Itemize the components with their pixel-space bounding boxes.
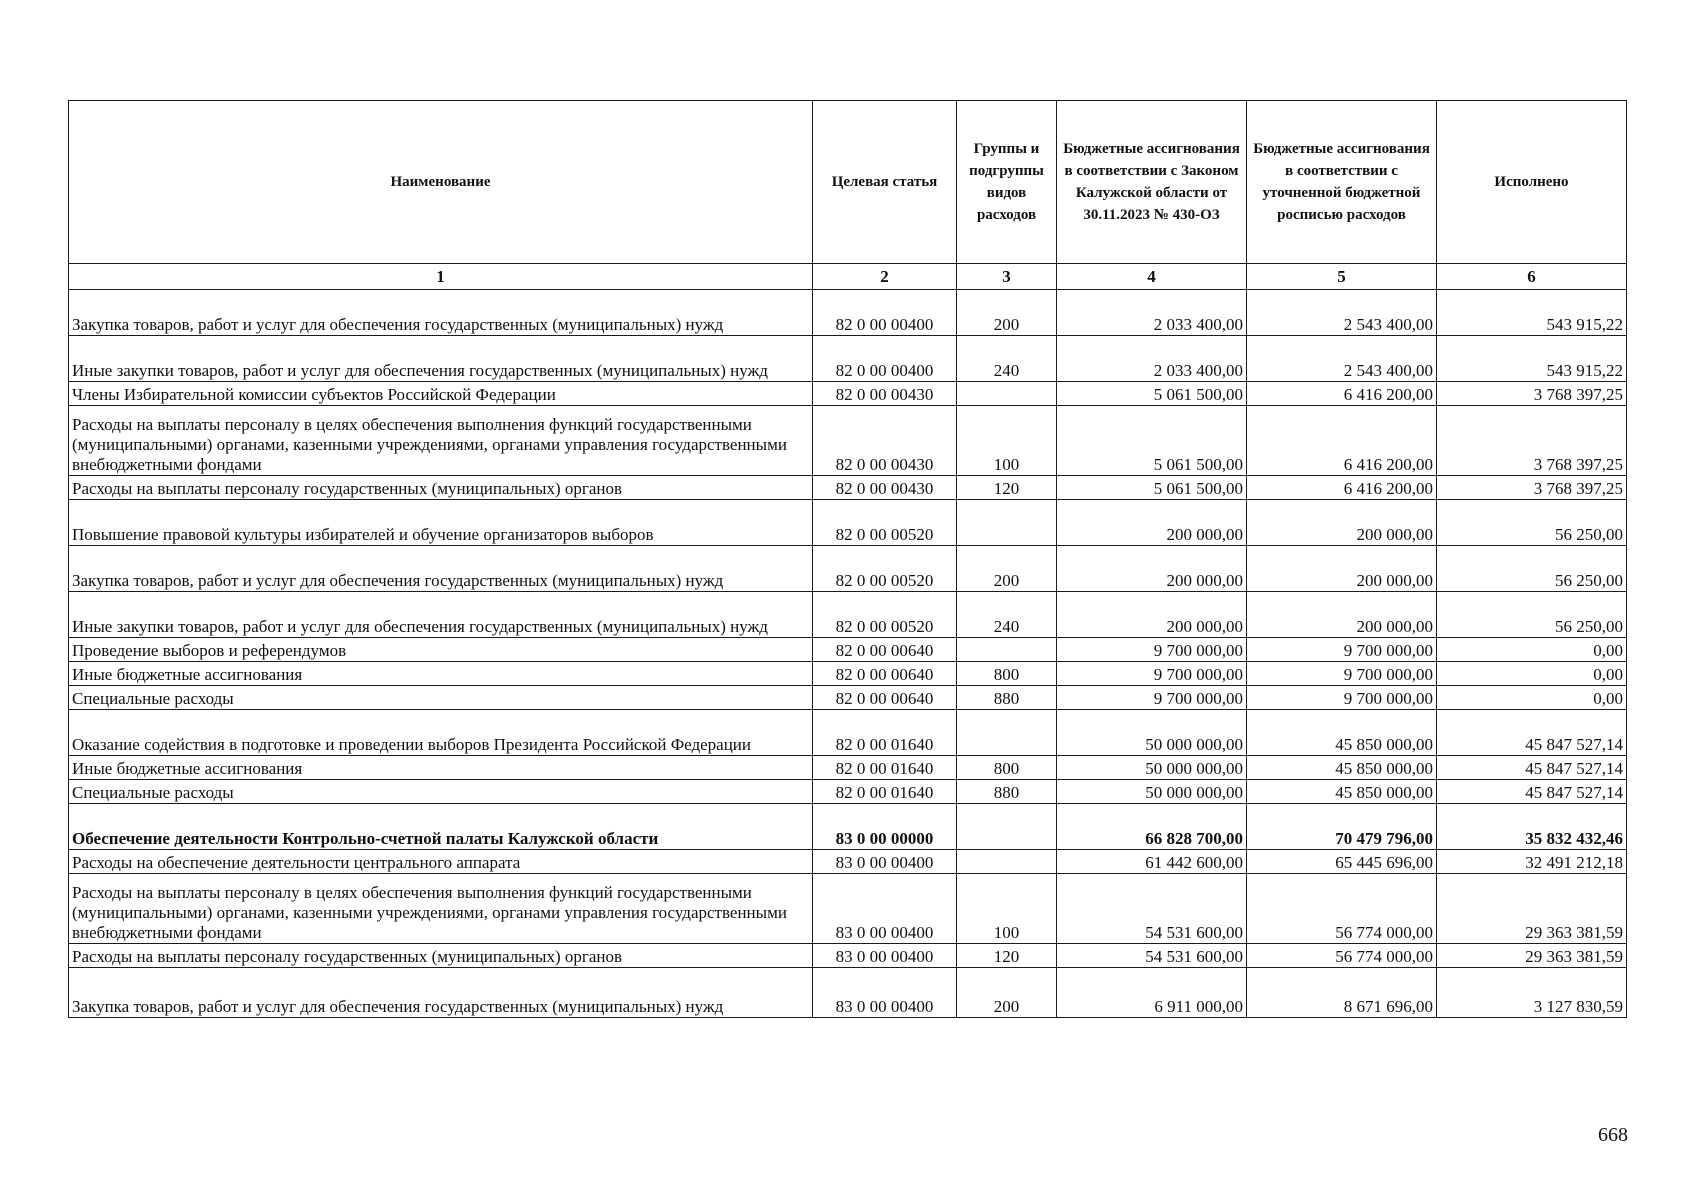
row-expense-group: 100: [957, 874, 1057, 944]
row-expense-group: 200: [957, 968, 1057, 1018]
row-executed-amount: 543 915,22: [1437, 290, 1627, 336]
row-name: Проведение выборов и референдумов: [69, 638, 813, 662]
row-refined-amount: 45 850 000,00: [1247, 780, 1437, 804]
row-law-amount: 61 442 600,00: [1057, 850, 1247, 874]
row-expense-group: [957, 710, 1057, 756]
row-name: Специальные расходы: [69, 686, 813, 710]
row-expense-group: [957, 638, 1057, 662]
row-target-article: 82 0 00 00520: [813, 592, 957, 638]
row-executed-amount: 0,00: [1437, 638, 1627, 662]
column-number: 3: [957, 264, 1057, 290]
row-expense-group: [957, 382, 1057, 406]
header-target-article: Целевая статья: [813, 101, 957, 264]
row-name: Члены Избирательной комиссии субъектов Российской Федерации: [69, 382, 813, 406]
table-row: [69, 710, 1627, 756]
row-refined-amount: 6 416 200,00: [1247, 476, 1437, 500]
header-refined-allocations: Бюджетные ассигнования в соответствии с уточненной бюджетной росписью расходов: [1247, 101, 1437, 264]
row-refined-amount: 65 445 696,00: [1247, 850, 1437, 874]
row-target-article: 83 0 00 00400: [813, 874, 957, 944]
table-row: [69, 686, 1627, 710]
row-expense-group: 800: [957, 756, 1057, 780]
row-name: Иные бюджетные ассигнования: [69, 662, 813, 686]
header-law-allocations: Бюджетные ассигнования в соответствии с Законом Калужской области от 30.11.2023 № 430-ОЗ: [1057, 101, 1247, 264]
row-executed-amount: 3 768 397,25: [1437, 382, 1627, 406]
row-refined-amount: 70 479 796,00: [1247, 804, 1437, 850]
row-target-article: 83 0 00 00000: [813, 804, 957, 850]
row-target-article: 82 0 00 00640: [813, 638, 957, 662]
table-row: [69, 592, 1627, 638]
row-executed-amount: 3 768 397,25: [1437, 406, 1627, 476]
row-expense-group: 800: [957, 662, 1057, 686]
row-name: Иные закупки товаров, работ и услуг для обеспечения государственных (муниципальных) нужд: [69, 336, 813, 382]
row-law-amount: 9 700 000,00: [1057, 686, 1247, 710]
table-row: [69, 500, 1627, 546]
row-name: Расходы на выплаты персоналу в целях обеспечения выполнения функций государственными (муниципальными) органами, казенными учреждениями, органами управления государственными внебюджетными фондами: [69, 874, 813, 944]
row-refined-amount: 56 774 000,00: [1247, 944, 1437, 968]
column-number: 1: [69, 264, 813, 290]
table-row: [69, 662, 1627, 686]
row-target-article: 83 0 00 00400: [813, 968, 957, 1018]
row-expense-group: 120: [957, 476, 1057, 500]
column-number: 6: [1437, 264, 1627, 290]
row-law-amount: 50 000 000,00: [1057, 756, 1247, 780]
table-row: [69, 382, 1627, 406]
row-refined-amount: 45 850 000,00: [1247, 756, 1437, 780]
row-expense-group: 120: [957, 944, 1057, 968]
header-name: Наименование: [69, 101, 813, 264]
row-executed-amount: 45 847 527,14: [1437, 710, 1627, 756]
table-row: [69, 756, 1627, 780]
row-expense-group: 200: [957, 290, 1057, 336]
row-expense-group: 200: [957, 546, 1057, 592]
row-law-amount: 9 700 000,00: [1057, 662, 1247, 686]
row-executed-amount: 0,00: [1437, 662, 1627, 686]
row-refined-amount: 9 700 000,00: [1247, 686, 1437, 710]
column-number: 2: [813, 264, 957, 290]
row-refined-amount: 56 774 000,00: [1247, 874, 1437, 944]
row-executed-amount: 29 363 381,59: [1437, 944, 1627, 968]
row-expense-group: 240: [957, 336, 1057, 382]
row-expense-group: 240: [957, 592, 1057, 638]
table-row: [69, 874, 1627, 944]
row-refined-amount: 9 700 000,00: [1247, 662, 1437, 686]
table-row: [69, 944, 1627, 968]
row-target-article: 82 0 00 00430: [813, 382, 957, 406]
row-name: Расходы на выплаты персоналу государственных (муниципальных) органов: [69, 944, 813, 968]
row-law-amount: 200 000,00: [1057, 500, 1247, 546]
row-target-article: 82 0 00 00640: [813, 686, 957, 710]
row-name: Расходы на выплаты персоналу государственных (муниципальных) органов: [69, 476, 813, 500]
row-refined-amount: 6 416 200,00: [1247, 382, 1437, 406]
header-expense-group: Группы и подгруппы видов расходов: [957, 101, 1057, 264]
row-law-amount: 54 531 600,00: [1057, 874, 1247, 944]
row-law-amount: 50 000 000,00: [1057, 780, 1247, 804]
row-refined-amount: 8 671 696,00: [1247, 968, 1437, 1018]
row-law-amount: 200 000,00: [1057, 546, 1247, 592]
row-expense-group: [957, 804, 1057, 850]
row-law-amount: 5 061 500,00: [1057, 382, 1247, 406]
page-number: 668: [1598, 1124, 1628, 1146]
row-target-article: 82 0 00 00520: [813, 546, 957, 592]
row-refined-amount: 9 700 000,00: [1247, 638, 1437, 662]
row-name: Иные бюджетные ассигнования: [69, 756, 813, 780]
row-law-amount: 5 061 500,00: [1057, 406, 1247, 476]
row-target-article: 82 0 00 01640: [813, 756, 957, 780]
row-expense-group: 880: [957, 780, 1057, 804]
row-executed-amount: 56 250,00: [1437, 592, 1627, 638]
row-law-amount: 54 531 600,00: [1057, 944, 1247, 968]
header-executed: Исполнено: [1437, 101, 1627, 264]
row-expense-group: 100: [957, 406, 1057, 476]
row-expense-group: [957, 500, 1057, 546]
row-refined-amount: 200 000,00: [1247, 546, 1437, 592]
row-executed-amount: 35 832 432,46: [1437, 804, 1627, 850]
column-number: 4: [1057, 264, 1247, 290]
header-row: [69, 101, 1627, 264]
row-refined-amount: 200 000,00: [1247, 500, 1437, 546]
row-law-amount: 9 700 000,00: [1057, 638, 1247, 662]
table-row: [69, 638, 1627, 662]
row-target-article: 82 0 00 00430: [813, 406, 957, 476]
table-row: [69, 476, 1627, 500]
row-target-article: 83 0 00 00400: [813, 850, 957, 874]
table-row: [69, 850, 1627, 874]
row-law-amount: 50 000 000,00: [1057, 710, 1247, 756]
row-name: Повышение правовой культуры избирателей и обучение организаторов выборов: [69, 500, 813, 546]
row-expense-group: [957, 850, 1057, 874]
row-executed-amount: 32 491 212,18: [1437, 850, 1627, 874]
row-executed-amount: 56 250,00: [1437, 500, 1627, 546]
row-refined-amount: 200 000,00: [1247, 592, 1437, 638]
row-expense-group: 880: [957, 686, 1057, 710]
row-target-article: 82 0 00 00520: [813, 500, 957, 546]
table-row: [69, 546, 1627, 592]
row-executed-amount: 29 363 381,59: [1437, 874, 1627, 944]
row-target-article: 82 0 00 01640: [813, 780, 957, 804]
row-executed-amount: 56 250,00: [1437, 546, 1627, 592]
row-name: Закупка товаров, работ и услуг для обеспечения государственных (муниципальных) нужд: [69, 546, 813, 592]
row-refined-amount: 6 416 200,00: [1247, 406, 1437, 476]
row-refined-amount: 2 543 400,00: [1247, 290, 1437, 336]
row-name: Оказание содействия в подготовке и проведении выборов Президента Российской Федерации: [69, 710, 813, 756]
table-row: [69, 406, 1627, 476]
table-row: [69, 290, 1627, 336]
row-name: Специальные расходы: [69, 780, 813, 804]
table-body: [69, 290, 1627, 1018]
row-law-amount: 2 033 400,00: [1057, 336, 1247, 382]
row-law-amount: 200 000,00: [1057, 592, 1247, 638]
row-target-article: 82 0 00 00430: [813, 476, 957, 500]
column-number: 5: [1247, 264, 1437, 290]
row-name: Расходы на обеспечение деятельности центрального аппарата: [69, 850, 813, 874]
table-row: [69, 968, 1627, 1018]
row-law-amount: 5 061 500,00: [1057, 476, 1247, 500]
row-law-amount: 66 828 700,00: [1057, 804, 1247, 850]
row-law-amount: 6 911 000,00: [1057, 968, 1247, 1018]
budget-table: [68, 100, 1627, 1018]
row-target-article: 82 0 00 00400: [813, 290, 957, 336]
table-row: [69, 336, 1627, 382]
table-row: [69, 780, 1627, 804]
row-name: Иные закупки товаров, работ и услуг для обеспечения государственных (муниципальных) нужд: [69, 592, 813, 638]
row-name: Расходы на выплаты персоналу в целях обеспечения выполнения функций государственными (муниципальными) органами, казенными учреждениями, органами управления государственными внебюджетными фондами: [69, 406, 813, 476]
row-target-article: 83 0 00 00400: [813, 944, 957, 968]
column-number-row: [69, 264, 1627, 290]
row-law-amount: 2 033 400,00: [1057, 290, 1247, 336]
row-executed-amount: 3 127 830,59: [1437, 968, 1627, 1018]
row-executed-amount: 3 768 397,25: [1437, 476, 1627, 500]
row-target-article: 82 0 00 01640: [813, 710, 957, 756]
row-refined-amount: 2 543 400,00: [1247, 336, 1437, 382]
row-target-article: 82 0 00 00400: [813, 336, 957, 382]
row-target-article: 82 0 00 00640: [813, 662, 957, 686]
row-executed-amount: 45 847 527,14: [1437, 756, 1627, 780]
row-name: Закупка товаров, работ и услуг для обеспечения государственных (муниципальных) нужд: [69, 290, 813, 336]
row-executed-amount: 0,00: [1437, 686, 1627, 710]
row-executed-amount: 45 847 527,14: [1437, 780, 1627, 804]
row-name: Закупка товаров, работ и услуг для обеспечения государственных (муниципальных) нужд: [69, 968, 813, 1018]
row-executed-amount: 543 915,22: [1437, 336, 1627, 382]
row-name: Обеспечение деятельности Контрольно-счетной палаты Калужской области: [69, 804, 813, 850]
row-refined-amount: 45 850 000,00: [1247, 710, 1437, 756]
table-row: [69, 804, 1627, 850]
